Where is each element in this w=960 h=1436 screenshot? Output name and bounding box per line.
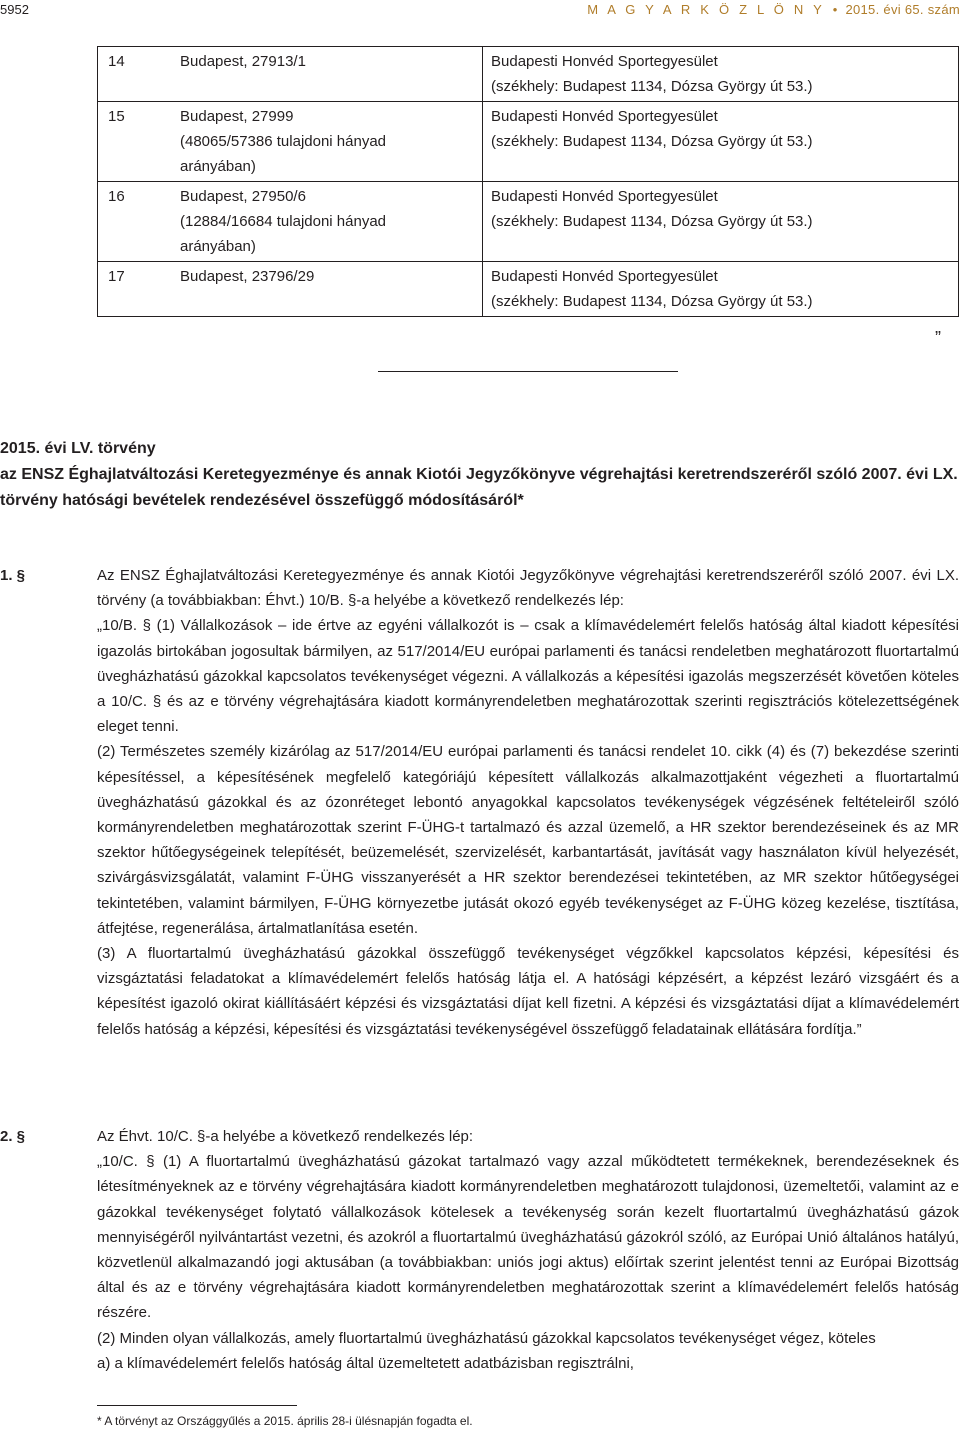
section-1-mark: 1. § xyxy=(0,567,26,584)
footnote-rule xyxy=(97,1405,297,1406)
section-2 xyxy=(0,1124,960,1376)
owner-line: (székhely: Budapest 1134, Dózsa György út 53.) xyxy=(491,78,813,95)
owner-line: (székhely: Budapest 1134, Dózsa György út 53.) xyxy=(491,213,813,230)
journal-issue xyxy=(587,2,960,17)
section-2-mark: 2. § xyxy=(0,1128,26,1145)
law-title: az ENSZ Éghajlatváltozási Keretegyezménye és annak Kiotói Jegyzőkönyve végrehajtási keretrendszeréről szóló 2007. évi LX. törvény hatósági bevételek rendezésével összefüggő módosításáról* xyxy=(0,466,958,509)
row-owner xyxy=(483,182,959,262)
row-location xyxy=(172,47,483,102)
journal-name: M A G Y A R K Ö Z L Ö N Y xyxy=(587,2,825,17)
section-1-paragraph-2: (2) Természetes személy kizárólag az 517/2014/EU európai parlamenti és tanácsi rendelet 10. cikk (4) és (7) bekezdése szerinti képesítéssel, a képesítésének megfelelő kategóriájú képesített vállalkozás alkalmazottjaként végezheti a fluortartalmú üvegházhatású gázokkal és az ózonréteget lebontó anyagokkal kapcsolatos tevékenységek végzésének feltételeiről szóló kormányrendeletben meghatározottak szerint F-ÜHG-t tartalmazó és azzal üzemelő, a HR szektor berendezéseinek és az MR szektor hűtőegységeinek telepítését, beüzemelését, szervizelését, karbantartását, javítását vagy használaton kívül helyezését, szivárgásvizsgálatát, valamint F-ÜHG visszanyerését a HR szektor berendezései tekintetében, az MR szektor hűtőegységei tekintetében, valamint bármilyen, F-ÜHG környezetbe jutását okozó egyéb tevékenységet az F-ÜHG közeg kezelése, tisztítása, átfejtése, regenerálása, ártalmatlanítása esetén. xyxy=(97,743,959,937)
closing-quote: ” xyxy=(935,328,941,348)
section-2-intro: Az Éhvt. 10/C. §-a helyébe a következő rendelkezés lép: xyxy=(97,1128,474,1145)
owner-line: Budapesti Honvéd Sportegyesület xyxy=(491,268,718,285)
location-line: Budapest, 27950/6 xyxy=(180,188,306,205)
law-number: 2015. évi LV. törvény xyxy=(0,440,156,457)
header-separator: • xyxy=(832,2,838,17)
row-number: 14 xyxy=(98,47,173,102)
section-2-paragraph-2: (2) Minden olyan vállalkozás, amely fluortartalmú üvegházhatású gázokkal kapcsolatos tevékenységet végez, köteles xyxy=(97,1329,876,1347)
section-2-paragraph-1: „10/C. § (1) A fluortartalmú üvegházhatású gázokat tartalmazó vagy azzal működtetett termékeknek, berendezéseknek és létesítményeknek az e törvény végrehajtására kiadott kormányrendeletben meghatározott tulajdonosi, üzemeltetői, valamint az e gázokkal tevékenységet folytató vállalkozások kötelesek a tevékenység során kezelt fluortartalmú üvegházhatású gázok mennyiségéről nyilvántartást vezetni, és azokról a fluortartalmú üvegházhatású gázokról szóló, az Európai Unió általános hatályú, közvetlenül alkalmazandó jogi aktusában (a továbbiakban: uniós jogi aktus) előírtak szerint jelentést tenni az Európai Bizottság által és az e törvény végrehajtására kiadott kormányrendeletben meghatározottak szerint a klímavédelemért felelős hatóság részére. xyxy=(97,1153,959,1322)
estates-table xyxy=(97,46,959,317)
page-number: 5952 xyxy=(0,2,29,17)
owner-line: Budapesti Honvéd Sportegyesület xyxy=(491,53,718,70)
row-number: 17 xyxy=(98,262,173,317)
row-number: 15 xyxy=(98,102,173,182)
location-line: Budapest, 23796/29 xyxy=(180,268,315,285)
table-row xyxy=(98,102,959,182)
location-line: Budapest, 27999 xyxy=(180,108,294,125)
owner-line: Budapesti Honvéd Sportegyesület xyxy=(491,188,718,205)
owner-line: (székhely: Budapest 1134, Dózsa György út 53.) xyxy=(491,293,813,310)
location-line: (48065/57386 tulajdoni hányad xyxy=(180,133,387,150)
row-location xyxy=(172,262,483,317)
location-line: arányában) xyxy=(180,158,256,175)
owner-line: Budapesti Honvéd Sportegyesület xyxy=(491,108,718,125)
row-owner xyxy=(483,262,959,317)
location-line: Budapest, 27913/1 xyxy=(180,53,306,70)
section-2-paragraph-3: a) a klímavédelemért felelős hatóság által üzemeltetett adatbázisban regisztrálni, xyxy=(97,1354,634,1372)
section-divider xyxy=(378,371,678,372)
row-owner xyxy=(483,47,959,102)
section-1-paragraph-3: (3) A fluortartalmú üvegházhatású gázokkal összefüggő tevékenységet végzőkkel kapcsolatos képzési, képesítési és vizsgáztatási feladatokat a klímavédelemért felelős hatóság látja el. A hatósági képzésért, a képzést lezáró vizsgáért és a képesítést igazoló okirat kiállításáért képzési és vizsgáztatási díjat kell fizetni. A képzési és vizsgáztatási díjat a klímavédelemért felelős hatóság a képzési, képesítési és vizsgáztatási tevékenységével összefüggő feladatainak ellátására fordítja.” xyxy=(97,945,959,1038)
section-1-paragraph-1: „10/B. § (1) Vállalkozások – ide értve az egyéni vállalkozót is – csak a klímavédelemért felelős hatóság által kiadott képesítési igazolás birtokában jogosultak bármilyen, az 517/2014/EU európai parlamenti és tanácsi rendeletben meghatározott fluortartalmú üvegházhatású gázokkal kapcsolatos tevékenységet végezni. A vállalkozás a képesítési igazolás megszerzését követően köteles a 10/C. § és az e törvény végrehajtására kiadott kormányrendeletben meghatározottak szerinti regisztrációs kötelezettségének eleget tenni. xyxy=(97,617,959,736)
table-row xyxy=(98,47,959,102)
issue-number: 2015. évi 65. szám xyxy=(845,2,960,17)
location-line: arányában) xyxy=(180,238,256,255)
owner-line: (székhely: Budapest 1134, Dózsa György út 53.) xyxy=(491,133,813,150)
row-number: 16 xyxy=(98,182,173,262)
table-row xyxy=(98,182,959,262)
row-owner xyxy=(483,102,959,182)
page-header xyxy=(0,0,960,22)
section-1-intro: Az ENSZ Éghajlatváltozási Keretegyezménye és annak Kiotói Jegyzőkönyve végrehajtási keretrendszeréről szóló 2007. évi LX. törvény (a továbbiakban: Éhvt.) 10/B. §-a helyébe a következő rendelkezés lép: xyxy=(97,567,959,610)
footnote: * A törvényt az Országgyűlés a 2015. április 28-i ülésnapján fogadta el. xyxy=(97,1414,473,1428)
row-location xyxy=(172,102,483,182)
location-line: (12884/16684 tulajdoni hányad xyxy=(180,213,387,230)
row-location xyxy=(172,182,483,262)
law-heading xyxy=(0,436,960,514)
table-row xyxy=(98,262,959,317)
section-1 xyxy=(0,563,960,1042)
